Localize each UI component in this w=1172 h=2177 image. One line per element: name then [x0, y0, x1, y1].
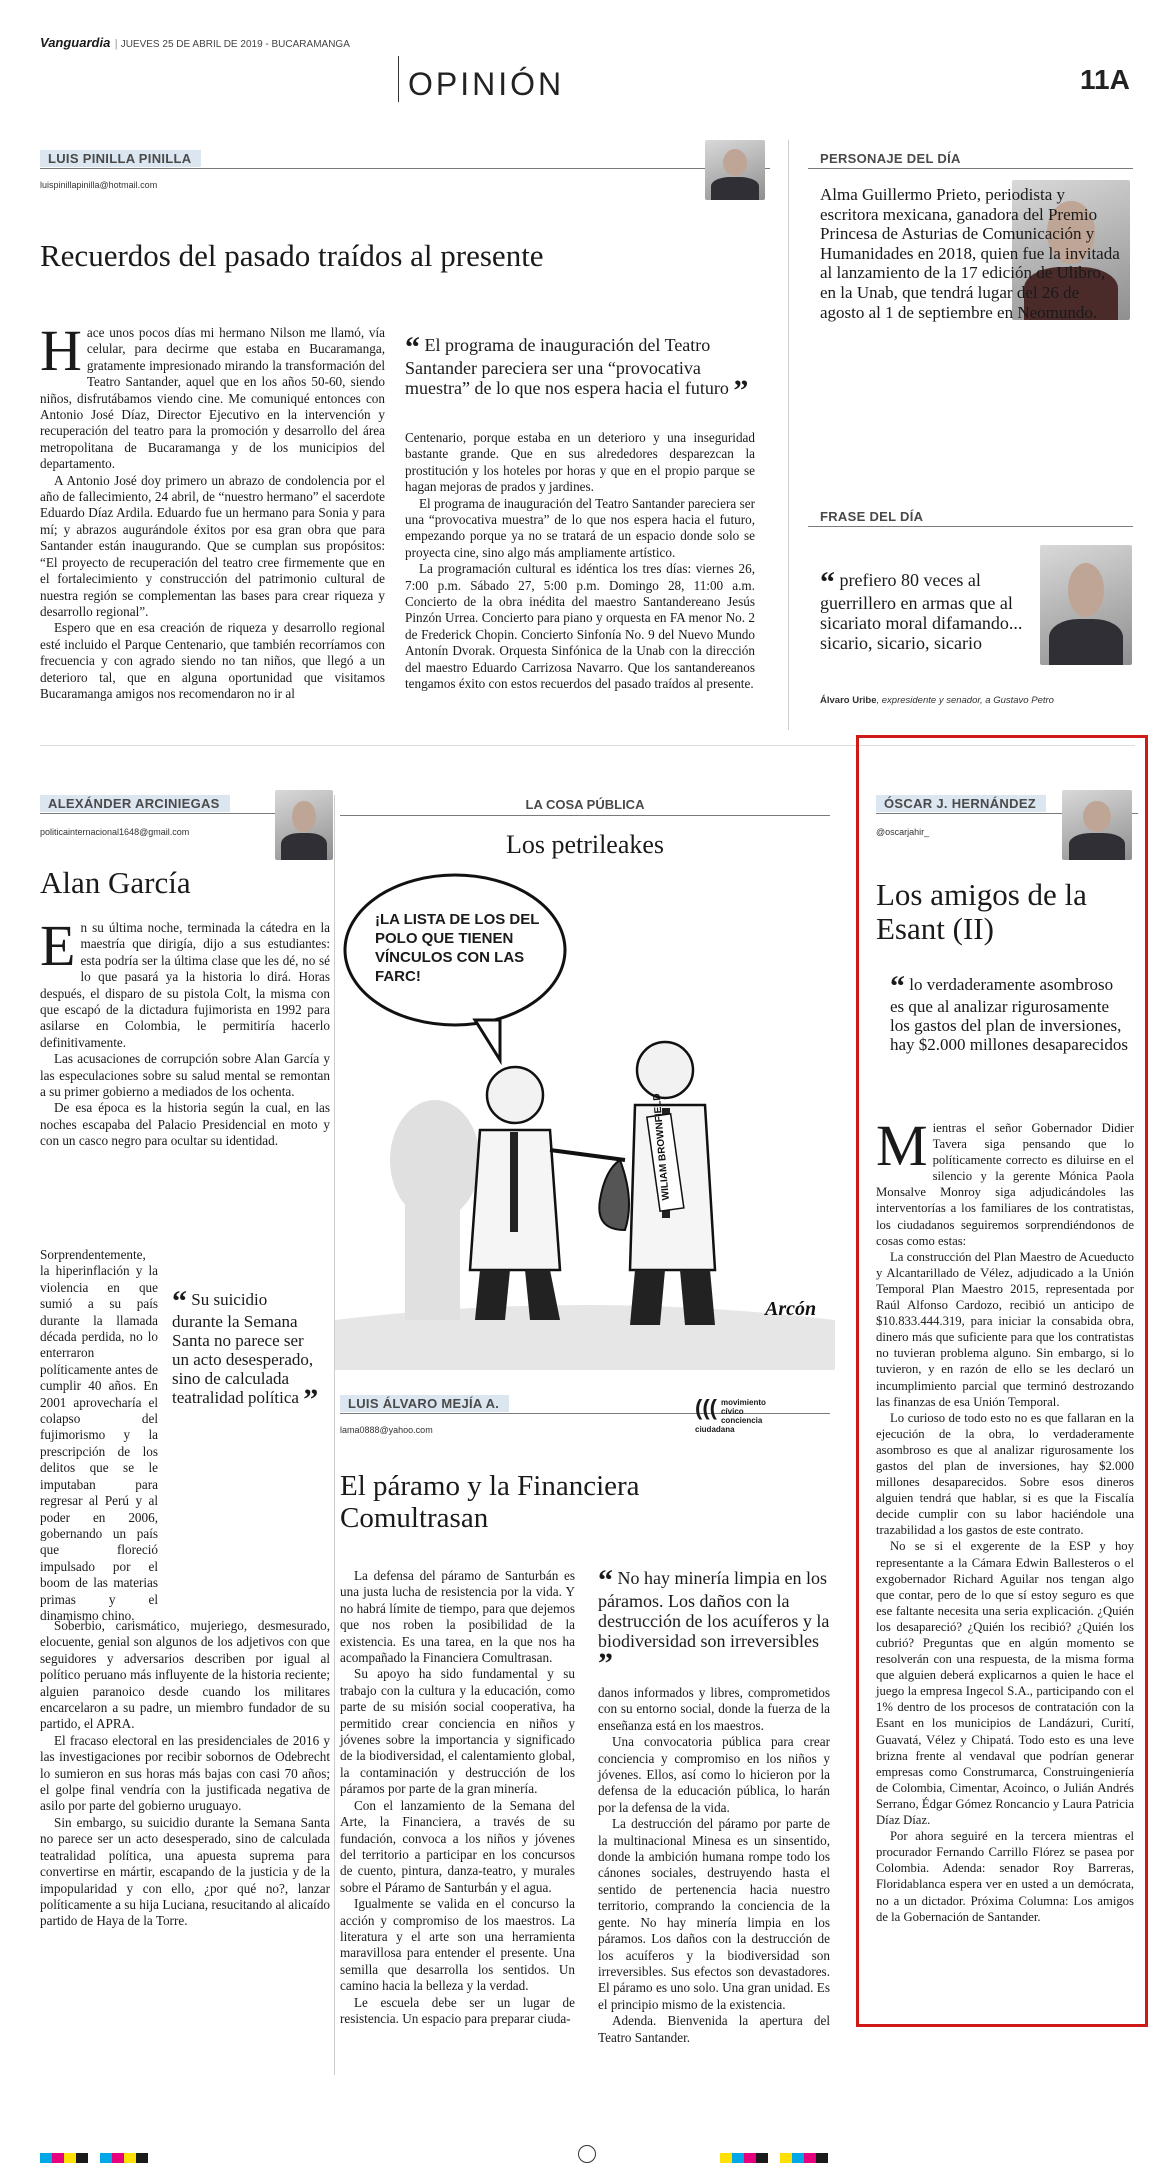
author-photo-hernandez — [1062, 790, 1132, 860]
author-email[interactable]: politicainternacional1648@gmail.com — [40, 827, 190, 837]
drop-cap: M — [876, 1113, 928, 1178]
logo-mark: ((( — [695, 1395, 717, 1420]
color-swatch — [780, 2153, 792, 2163]
author-handle[interactable]: @oscarjahir_ — [876, 827, 930, 837]
color-swatch — [768, 2153, 780, 2163]
author-bar-pinilla — [40, 150, 770, 169]
color-swatch — [720, 2153, 732, 2163]
color-swatch — [40, 2153, 52, 2163]
color-swatch — [732, 2153, 744, 2163]
personaje-bar — [808, 150, 1133, 169]
color-swatch — [88, 2153, 100, 2163]
article-body-col1: La defensa del páramo de Santurbán es una justa lucha de resistencia por la vida. Y no habrá límite de tiempo, para que dejemos que nos roben la posibilidad de la existencia. Es una tarea, en la que nos ha acompañado la Financiera Comultrasan. Su apoyo ha sido fundamental y su trabajo con la cultura y la educación, como parte de su misión social cooperativa, ha permitido crear conciencia en niños y jóvenes sobre la importancia y significado de la biodiversidad, el calentamiento global, la contaminación y destrucción de los páramos por parte de la gran minería. Con el lanzamiento de la Semana del Arte, la Financiera, a través de su fundación, convoca a los niños y jóvenes del territorio a participar en los concursos de cuento, pintura, danza-teatro, y murales sobre el Páramo de Santurbán y el agua. Igualmente se valida en el concurso la acción y compromiso de los maestros. La literatura y el arte son una herramienta maravillosa para entender el presente. Una semilla que desarrolla los sentidos. Un camino hacia la belleza y la verdad. Le escuela debe ser un lugar de resistencia. Un espacio para preparar ciuda- — [340, 1568, 575, 2026]
color-swatch — [76, 2153, 88, 2163]
frase-attribution: Álvaro Uribe, expresidente y senador, a Gustavo Petro — [820, 695, 1054, 706]
registration-mark-icon — [578, 2145, 596, 2163]
color-swatch — [804, 2153, 816, 2163]
cartoon-signature: Arcón — [765, 1298, 817, 1320]
article-headline: Los amigos de la Esant (II) — [876, 877, 1087, 946]
registration-strip-right — [720, 2150, 828, 2168]
paper-name: Vanguardia — [40, 35, 111, 50]
author-photo-arciniegas — [275, 790, 333, 860]
logo-line1: movimiento cívico — [720, 1398, 766, 1416]
dateline: JUEVES 25 DE ABRIL DE 2019 - BUCARAMANGA — [120, 39, 350, 50]
author-email[interactable]: luispinillapinilla@hotmail.com — [40, 180, 158, 190]
color-swatch — [112, 2153, 124, 2163]
article-body-col2: danos informados y libres, comprometidos con su entorno social, donde la fuerza de la enseñanza está en los maestros. Una convocatoria pública para crear conciencia y compromiso en los niños y jóvenes. Ellos, así como lo hicieron por la defensa de la educación pública, lo harán por la defensa de la vida. La destrucción del páramo por parte de la multinacional Minesa es un sinsentido, donde la ambición humana rompe todo los cánones sociales, destruyendo hasta el sentido de pertenencia hacia nuestro territorio, comprando la conciencia de la gente. No hay minería limpia en los páramos. Los daños con la destrucción de los acuíferos y la biodiversidad son irreversibles. Sus efectos son devastadores. El páramo es uno solo. Una gran unidad. Es el principio mismo de la existencia. Adenda. Bienvenida la apertura del Teatro Santander. — [598, 1685, 830, 2045]
frase-bar — [808, 508, 1133, 527]
cartoon-panel — [335, 870, 835, 1370]
drop-cap: H — [40, 318, 82, 383]
color-swatch — [124, 2153, 136, 2163]
article-headline: Recuerdos del pasado traídos al presente — [40, 238, 544, 273]
article-headline: El páramo y la Financiera Comultrasan — [340, 1470, 640, 1534]
article-body-rest: Soberbio, carismático, mujeriego, desmesurado, elocuente, genial son algunos de los adjetivos con que seguidores y adversarios describen por igual al político peruano más influyente de la historia reciente; alguien paranoico desde cuando los militares encarcelaron a su padre, un miembro fundador de su partido, el APRA. El fracaso electoral en las presidenciales de 2016 y las investigaciones por recibir sobornos de Odebrecht lo sumieron en sus horas más bajas con casi 70 años; el golpe final vendría con la justificada negativa de asilo por parte del gobierno uruguayo. Sin embargo, su suicidio durante la Semana Santa no parece ser un acto desesperado, sino de calculada teatralidad política, una apuesta suprema para convertirse en mártir, escapando de la justicia y de la impopularidad y con ello, ¿por qué no?, lanzar políticamente a su hija Luciana, resucitando al alicaído partido de Haya de la Torre. — [40, 1618, 331, 1929]
color-swatch — [64, 2153, 76, 2163]
speech-bubble-text: ¡LA LISTA DE LOS DEL POLO QUE TIENEN VÍNCULOS CON LAS FARC! — [375, 911, 540, 985]
color-swatch — [136, 2153, 148, 2163]
pull-quote: “ Su suicidio durante la Semana Santa no parece ser un acto desesperado, sino de calculada teatralidad política ” — [172, 1285, 319, 1416]
cartoon-title: Los petrileakes — [505, 830, 665, 859]
author-photo-pinilla — [705, 140, 765, 200]
article-body-col2: Centenario, porque estaba en un deterioro y una inseguridad bastante grande. Que en sus alrededores desparezcan la prostitución y los hoteles por horas y que en el propio parque se hagan mejoras de prados y jardines. El programa de inauguración del Teatro Santander pareciera ser una “provocativa muestra” de lo que nos espera hacia el futuro, empezando porque ya no se tratará de un espacio donde solo se proyecta cine, sino algo más ampliamente artístico. La programación cultural es idéntica los tres días: viernes 26, 7:00 p.m. Sábado 27, 5:00 p.m. Domingo 28, 11:00 a.m. Concierto de la obra inédita del maestro Santandereano Jesús Pinzón Urrea. Concierto para piano y orquesta en FA menor No. 2 de Frederick Chopin. Concierto Sinfonía No. 9 del Nuevo Mundo Antonín Dvorak. Orquesta Sinfónica de la Unab con la dirección del maestro Eduardo Carrizosa Navarro. Que los santandereanos tengamos éxito con estos recuerdos del pasado traídos al presente. — [405, 430, 755, 692]
drop-cap: E — [40, 913, 76, 978]
column-rule — [334, 795, 335, 2075]
frase-quote: “ prefiero 80 veces al guerrillero en armas que al sicariato moral difamando... sicario, sicario, sicario — [820, 566, 1023, 653]
cartoon-sleeve-text: WILIAM BROWNFIELD — [651, 1092, 672, 1201]
color-swatch — [100, 2153, 112, 2163]
frase-label: FRASE DEL DÍA — [820, 509, 924, 524]
section-title: OPINIÓN — [408, 66, 565, 102]
color-swatch — [744, 2153, 756, 2163]
personaje-text: Alma Guillermo Prieto, periodista y escritora mexicana, ganadora del Premio Princesa de Asturias de Comunicación y Humanidades en 2018, quien fue la invitada al lanzamiento de la 17 edición de Ulibro, en la Unab, que tendrá lugar del 26 de agosto al 1 de septiembre en Neomundo. — [820, 185, 1120, 322]
author-name: ALEXÁNDER ARCINIEGAS — [40, 795, 230, 812]
color-swatch — [756, 2153, 768, 2163]
color-swatch — [792, 2153, 804, 2163]
author-email[interactable]: lama0888@yahoo.com — [340, 1425, 433, 1435]
masthead-divider — [398, 56, 399, 102]
column-rule — [788, 140, 789, 730]
masthead: Vanguardia | JUEVES 25 DE ABRIL DE 2019 - BUCARAMANGA — [40, 35, 350, 50]
pull-quote: “ El programa de inauguración del Teatro Santander pareciera ser una “provocativa muestra” de lo que nos espera hacia el futuro ” — [405, 331, 749, 407]
author-name: ÓSCAR J. HERNÁNDEZ — [876, 795, 1046, 812]
color-swatch — [816, 2153, 828, 2163]
registration-strip-left — [40, 2150, 148, 2168]
color-swatch — [52, 2153, 64, 2163]
author-name: LUIS PINILLA PINILLA — [40, 150, 201, 167]
movement-logo — [695, 1395, 778, 1434]
article-headline: Alan García — [40, 865, 191, 900]
pull-quote: “ lo verdaderamente asombroso es que al analizar rigurosamente los gastos del plan de inversiones, hay $2.000 millones desaparecidos — [890, 970, 1128, 1054]
pull-quote: “ No hay minería limpia en los páramos. Los daños con la destrucción de los acuíferos y la biodiversidad son irreversibles ” — [598, 1564, 830, 1680]
logo-line2: conciencia ciudadana — [695, 1416, 763, 1434]
page-number: 11A — [1080, 64, 1130, 95]
article-body-intro: En su última noche, terminada la cátedra en la maestría que dirigía, dijo a sus estudiantes: esta podría ser la última clase que les dé, no sé lo que pasará ya la historia lo dirá. Horas después, el disparo de su pistola Colt, la misma con que escapó de la dictadura fujimorista en 1992 para asilarse en Colombia, le permitiría hacerlo definitivamente. Las acusaciones de corrupción sobre Alan García y las especulaciones sobre su salud mental se remontan a su primer gobierno a mediados de los ochenta. De esa época es la historia según la cual, en las noches escapaba del Palacio Presidencial en moto y con un casco negro para ocultar su identidad. — [40, 913, 330, 1149]
article-body-narrow: Sorprendentemente, la hiperinflación y la violencia en que sumió a su país durante la llamada década perdida, no lo enterraron políticamente antes de cumplir 40 años. En 2001 aprovecharía el colapso del fujimorismo y la prescripción de los delitos que se le imputaban para regresar al Perú y al poder en 2006, gobernando un país que floreció impulsado por el boom de las materias primas y el dinamismo chino. — [40, 1247, 158, 1623]
article-body: Mientras el señor Gobernador Didier Tavera siga pensando que lo políticamente correcto es diluirse en el silencio y la gerente Mónica Paola Monsalve Monroy siga adjudicándoles las interventorías a los familiares de los contratistas, los ciudadanos seguiremos sorprendiéndonos de cosas como estas: La construcción del Plan Maestro de Acueducto y Alcantarillado de Vélez, adjudicado a la Unión Temporal Plan Maestro 2015, representada por Raúl Alfonso Cardozo, recibió un anticipo de $10.833.444.319, para iniciar la consabida obra, dinero más que suficiente para que los contratistas no tuvieran problema alguno. Sin embargo, si lo tuvieron, y en razón de ello se les declaró un incumplimiento parcial que terminó destrozando las finanzas de esa Unión Temporal. Lo curioso de todo esto no es que fallaran en la ejecución de la obra, lo verdaderamente asombroso es que al analizar rigurosamente los gastos del plan de inversiones, hay $2.000 millones desaparecidos. Sobre esos dineros alguien tendrá que hablar, si es que la Fiscalía decide cumplir con su labor haciéndole una trazabilidad a los gastos de este contrato. No se si el exgerente de la ESP y hoy representante a la Cámara Edwin Ballesteros o el exgobernador Richard Aguilar nos tengan algo que contar, pero de lo que sí estoy seguro es que ese faltante necesita una seria explicación. ¿Quién los desapareció? ¿Quién los recibió? ¿Quién los cubrió? Preguntas que en algún momento se resolverán con una respuesta, de la misma forma que alguien deberá explicarnos a quien le hace el juego la empresa Ingecol S.A., participando con el 1% dentro de los procesos de contratación con la Esant en los municipios de Landázuri, Curití, Guavatá, Vélez y Chipatá. Todo esto es una leve brizna frente al vendaval que podrían generar empresas como Construmarca, Construingeniería de Colombia, Cimentar, Acoinco, o Julián Andrés Serrano, Édgar Gómez Roncancio y Laura Patricia Díaz Díaz. Por ahora seguiré en la tercera mientras el procurador Fernando Carrillo Flórez se pasea por Colombia. Adenda: senador Roy Barreras, Floridablanca espera ver en usted a un demócrata, no a un dictador. Próxima Columna: Los amigos de la Gobernación de Santander. — [876, 1113, 1134, 1924]
cartoon-label: LA COSA PÚBLICA — [340, 797, 830, 816]
frase-photo — [1040, 545, 1132, 665]
author-name: LUIS ÁLVARO MEJÍA A. — [340, 1395, 509, 1412]
personaje-label: PERSONAJE DEL DÍA — [820, 151, 961, 166]
article-body-col1: Hace unos pocos días mi hermano Nilson me llamó, vía celular, para decirme que estaba en Bucaramanga, gratamente impresionado mirando la transformación del Teatro Santander, aquel que en los años 50-60, siendo niños, disfrutábamos viendo cine. Me comuniqué entonces con Antonio José Díaz, Director Ejecutivo en la intervención y recuperación del teatro para la promoción y desarrollo del área metropolitana de Bucaramanga y de los municipios del departamento. A Antonio José doy primero un abrazo de condolencia por el año de fallecimiento, 24 abril, de “nuestro hermano” el sacerdote Eduardo Díaz Ardila. Eduardo fue un hermano para Sonia y para mí; y abrazos augurándole éxitos por esa gran obra que para Santander están inaugurando. Que se cumplan sus propósitos: “El proyecto de recuperación del teatro cree firmemente que en el fortalecimiento y construcción del patrimonio cultural de nuestra región se complementan las bases para crear riqueza y desarrollo regional”. Espero que en esa creación de riqueza y desarrollo regional esté incluido el Parque Centenario, que también recorríamos con frecuencia y con agrado siendo no tan niños, que llegó a un deterioro tal, que en alguna oportunidad que visitamos Bucaramanga amigos nos recomendaron no ir al — [40, 318, 385, 701]
